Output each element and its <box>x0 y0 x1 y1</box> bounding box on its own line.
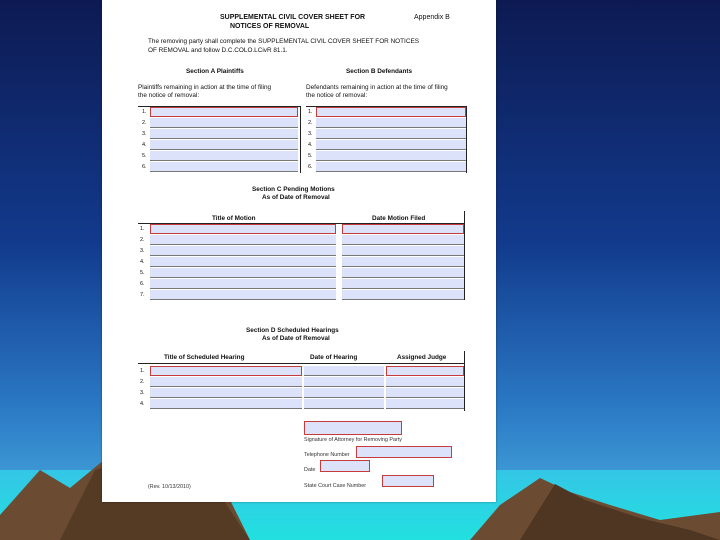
row-number: 4. <box>140 401 145 407</box>
table-row <box>306 140 466 151</box>
hearing-title-field-1[interactable] <box>150 366 302 376</box>
row-number: 1. <box>142 109 147 115</box>
motion-date-field-2[interactable] <box>342 235 464 245</box>
hearing-date-field-4[interactable] <box>304 399 384 409</box>
document-page <box>102 0 496 502</box>
section-d-heading-line1: Section D Scheduled Hearings <box>246 327 339 334</box>
plaintiff-field-3[interactable] <box>150 129 298 139</box>
section-b-heading: Section B Defendants <box>346 68 413 75</box>
hearing-title-field-4[interactable] <box>150 399 302 409</box>
instructions-line1: The removing party shall complete the SUPPLEMENTAL CIVIL COVER SHEET FOR NOTICES <box>148 38 419 45</box>
col-date-motion-filed: Date Motion Filed <box>372 215 426 222</box>
hearing-date-field-1[interactable] <box>304 366 384 376</box>
table-row <box>138 235 464 246</box>
telephone-label: Telephone Number <box>304 452 350 458</box>
hearing-judge-field-4[interactable] <box>386 399 464 409</box>
table-row <box>306 118 466 129</box>
table-row <box>138 118 300 129</box>
row-number: 5. <box>142 153 147 159</box>
table-side-rule <box>300 106 301 173</box>
row-number: 5. <box>308 153 313 159</box>
table-row <box>138 290 464 301</box>
date-label: Date <box>304 467 316 473</box>
motion-date-field-4[interactable] <box>342 257 464 267</box>
motion-title-field-3[interactable] <box>150 246 336 256</box>
section-c-heading-line2: As of Date of Removal <box>262 194 330 201</box>
motion-date-field-3[interactable] <box>342 246 464 256</box>
state-court-case-label: State Court Case Number <box>304 483 367 489</box>
section-d-heading-line2: As of Date of Removal <box>262 335 330 342</box>
defendant-field-2[interactable] <box>316 118 466 128</box>
defendant-field-6[interactable] <box>316 162 466 172</box>
col-assigned-judge: Assigned Judge <box>397 354 447 361</box>
table-side-rule <box>464 211 465 300</box>
motion-date-field-6[interactable] <box>342 279 464 289</box>
table-row <box>306 107 466 118</box>
instructions-line2: OF REMOVAL and follow D.C.COLO.LCivR 81.1. <box>148 47 288 54</box>
state-court-case-field[interactable] <box>382 475 434 487</box>
row-number: 5. <box>140 270 145 276</box>
hearing-judge-field-2[interactable] <box>386 377 464 387</box>
table-row <box>138 388 464 399</box>
row-number: 2. <box>140 379 145 385</box>
row-number: 3. <box>140 248 145 254</box>
table-row <box>138 162 300 173</box>
table-top-rule <box>138 363 464 364</box>
table-side-rule <box>464 351 465 411</box>
table-row <box>306 151 466 162</box>
hearing-judge-field-3[interactable] <box>386 388 464 398</box>
defendant-field-4[interactable] <box>316 140 466 150</box>
table-row <box>138 151 300 162</box>
appendix-label: Appendix B <box>414 14 450 21</box>
telephone-field[interactable] <box>356 446 452 458</box>
motion-title-field-7[interactable] <box>150 290 336 300</box>
row-number: 4. <box>142 142 147 148</box>
mountain-right-shadow <box>520 484 720 540</box>
hearing-date-field-2[interactable] <box>304 377 384 387</box>
table-row <box>138 246 464 257</box>
col-date-of-hearing: Date of Hearing <box>310 354 358 361</box>
hearing-judge-field-1[interactable] <box>386 366 464 376</box>
table-row <box>138 268 464 279</box>
row-number: 6. <box>308 164 313 170</box>
motion-title-field-2[interactable] <box>150 235 336 245</box>
table-row <box>138 257 464 268</box>
motion-title-field-1[interactable] <box>150 224 336 234</box>
form-revision: (Rev. 10/13/2010) <box>148 484 191 490</box>
date-field[interactable] <box>320 460 370 472</box>
motion-date-field-7[interactable] <box>342 290 464 300</box>
motion-date-field-1[interactable] <box>342 224 464 234</box>
row-number: 4. <box>140 259 145 265</box>
table-row <box>138 224 464 235</box>
table-side-rule <box>466 106 467 173</box>
plaintiff-field-1[interactable] <box>150 107 298 117</box>
row-number: 2. <box>142 120 147 126</box>
defendant-field-1[interactable] <box>316 107 466 117</box>
motion-title-field-5[interactable] <box>150 268 336 278</box>
row-number: 3. <box>142 131 147 137</box>
col-title-of-hearing: Title of Scheduled Hearing <box>164 354 245 361</box>
row-number: 1. <box>140 368 145 374</box>
hearing-title-field-2[interactable] <box>150 377 302 387</box>
form-title-line2: NOTICES OF REMOVAL <box>230 23 310 30</box>
col-title-of-motion: Title of Motion <box>212 215 256 222</box>
table-row <box>138 366 464 377</box>
row-number: 6. <box>142 164 147 170</box>
row-number: 3. <box>308 131 313 137</box>
table-row <box>138 107 300 118</box>
table-row <box>138 399 464 410</box>
hearing-date-field-3[interactable] <box>304 388 384 398</box>
row-number: 2. <box>140 237 145 243</box>
section-b-note-line1: Defendants remaining in action at the time of filing <box>306 84 448 91</box>
motion-title-field-4[interactable] <box>150 257 336 267</box>
row-number: 4. <box>308 142 313 148</box>
row-number: 2. <box>308 120 313 126</box>
table-row <box>138 377 464 388</box>
plaintiff-field-6[interactable] <box>150 162 298 172</box>
table-row <box>138 279 464 290</box>
motion-title-field-6[interactable] <box>150 279 336 289</box>
motion-date-field-5[interactable] <box>342 268 464 278</box>
table-row <box>138 129 300 140</box>
signature-label: Signature of Attorney for Removing Party <box>304 437 402 443</box>
plaintiff-field-5[interactable] <box>150 151 298 161</box>
hearing-title-field-3[interactable] <box>150 388 302 398</box>
section-a-heading: Section A Plaintiffs <box>186 68 244 75</box>
row-number: 6. <box>140 281 145 287</box>
form-title-line1: SUPPLEMENTAL CIVIL COVER SHEET FOR <box>220 14 366 21</box>
section-b-note-line2: the notice of removal: <box>306 92 368 99</box>
defendant-field-3[interactable] <box>316 129 466 139</box>
row-number: 7. <box>140 292 145 298</box>
section-a-note-line1: Plaintiffs remaining in action at the time of filing <box>138 84 272 91</box>
plaintiff-field-2[interactable] <box>150 118 298 128</box>
row-number: 1. <box>140 226 145 232</box>
section-a-note-line2: the notice of removal: <box>138 92 200 99</box>
table-row <box>306 162 466 173</box>
signature-field[interactable] <box>304 421 402 435</box>
table-row <box>138 140 300 151</box>
row-number: 1. <box>308 109 313 115</box>
row-number: 3. <box>140 390 145 396</box>
defendant-field-5[interactable] <box>316 151 466 161</box>
table-row <box>306 129 466 140</box>
plaintiff-field-4[interactable] <box>150 140 298 150</box>
section-c-heading-line1: Section C Pending Motions <box>252 186 335 193</box>
